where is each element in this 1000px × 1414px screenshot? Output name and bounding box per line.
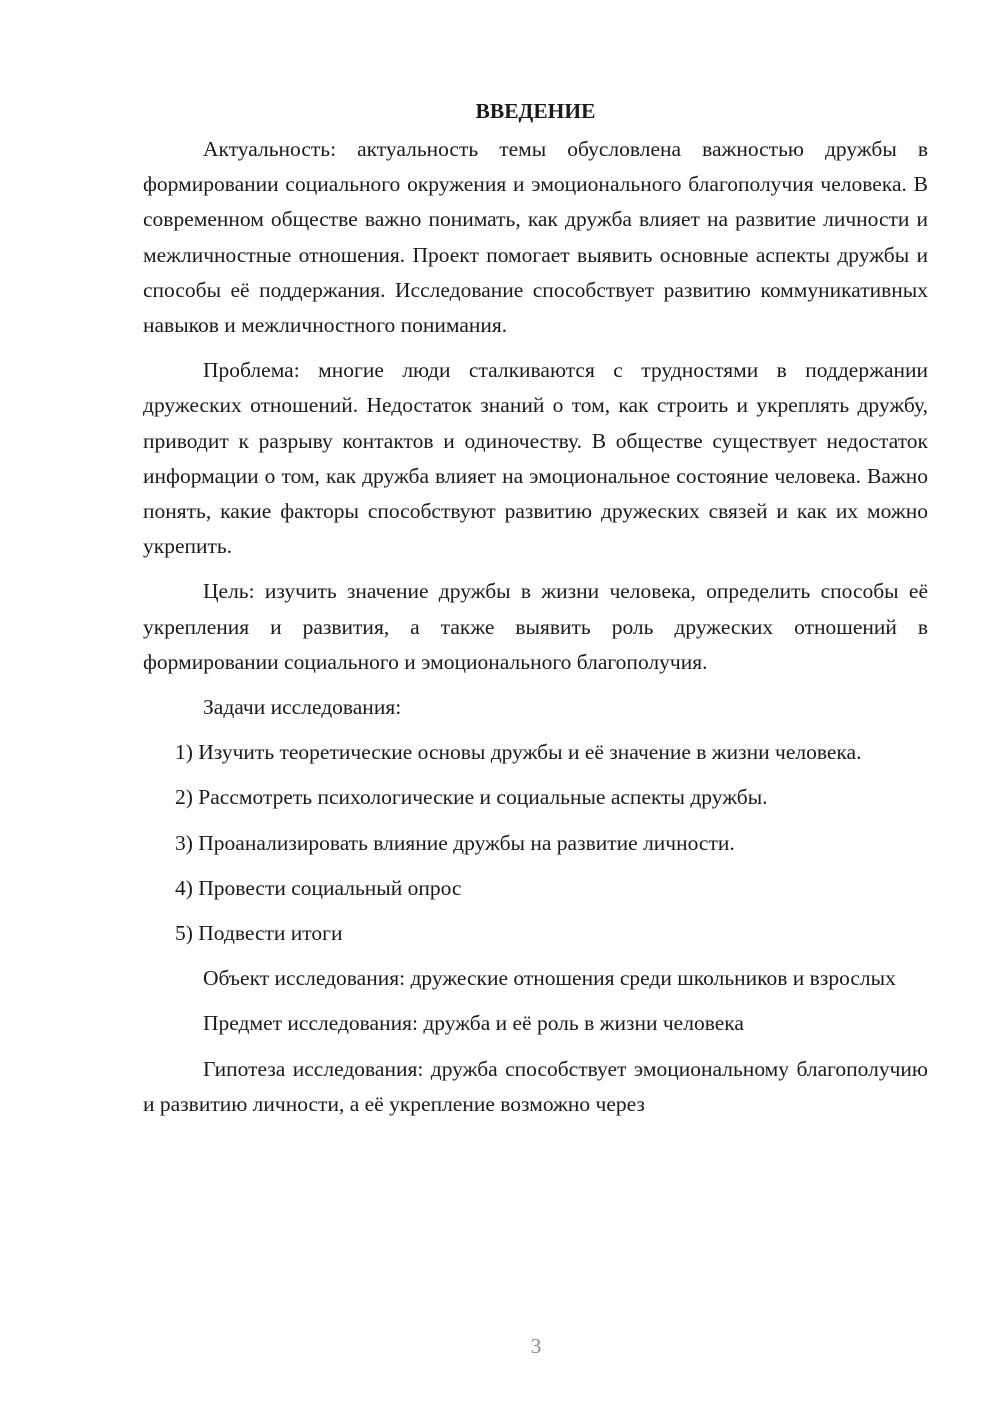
page-number: 3 <box>530 1334 542 1358</box>
problem-paragraph: Проблема: многие люди сталкиваются с трудностями в поддержании дружеских отношений. Недостаток знаний о том, как строить и укреплять дружбу, приводит к разрыву контактов и одиночеству. В обществе существует недостаток информации о том, как дружба влияет на эмоциональное состояние человека. Важно понять, какие факторы способствуют развитию дружеских связей и как их можно укрепить. <box>143 358 928 559</box>
object-paragraph: Объект исследования: дружеские отношения среди школьников и взрослых <box>203 966 896 991</box>
relevance-paragraph: Актуальность: актуальность темы обусловлена важностью дружбы в формировании социального окружения и эмоционального благополучия человека. В современном обществе важно понимать, как дружба влияет на развитие личности и межличностные отношения. Проект помогает выявить основные аспекты дружбы и способы её поддержания. Исследование способствует развитию коммуникативных навыков и межличностного понимания. <box>143 137 928 338</box>
task-item: 1) Изучить теоретические основы дружбы и её значение в жизни человека. <box>175 740 862 765</box>
task-item: 3) Проанализировать влияние дружбы на развитие личности. <box>175 830 735 855</box>
hypothesis-paragraph: Гипотеза исследования: дружба способствует эмоциональному благополучию и развитию личности, а её укрепление возможно через <box>143 1056 928 1116</box>
tasks-heading: Задачи исследования: <box>203 695 402 720</box>
document-page <box>143 96 928 1132</box>
section-title: ВВЕДЕНИЕ <box>475 99 596 123</box>
task-item: 2) Рассмотреть психологические и социальные аспекты дружбы. <box>175 785 768 810</box>
goal-paragraph: Цель: изучить значение дружбы в жизни человека, определить способы её укрепления и развития, а также выявить роль дружеских отношений в формировании социального и эмоционального благополучия. <box>143 579 928 674</box>
task-item: 4) Провести социальный опрос <box>175 875 462 900</box>
task-item: 5) Подвести итоги <box>175 921 343 946</box>
subject-paragraph: Предмет исследования: дружба и её роль в жизни человека <box>203 1011 744 1036</box>
